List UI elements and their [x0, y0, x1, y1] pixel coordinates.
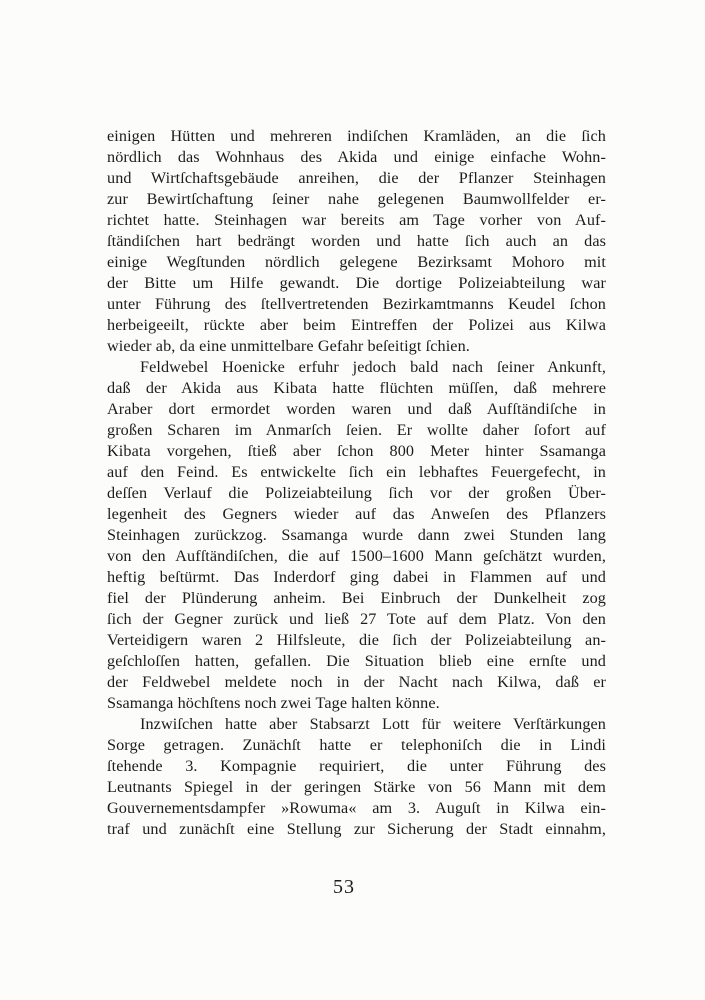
- text-line: der Feldwebel meldete noch in der Nacht nach Kilwa, daß er: [107, 673, 606, 691]
- text-line: und Wirtſchaftsgebäude anreihen, die der Pflanzer Steinhagen: [107, 169, 606, 187]
- text-line: unter Führung des ſtellvertretenden Bezirkamtmanns Keudel ſchon: [107, 295, 606, 313]
- text-line: legenheit des Gegners wieder auf das Anweſen des Pflanzers: [107, 505, 606, 523]
- paragraph: [107, 714, 606, 840]
- text-line: heftig beſtürmt. Das Inderdorf ging dabei in Flammen auf und: [107, 568, 606, 586]
- text-line: nördlich das Wohnhaus des Akida und einige einfache Wohn-: [107, 148, 606, 166]
- text-line: Steinhagen zurückzog. Ssamanga wurde dann zwei Stunden lang: [107, 526, 606, 544]
- text-line: einigen Hütten und mehreren indiſchen Kramläden, an die ſich: [107, 127, 606, 145]
- text-line: Leutnants Spiegel in der geringen Stärke von 56 Mann mit dem: [107, 778, 606, 796]
- text-line: fiel der Plünderung anheim. Bei Einbruch der Dunkelheit zog: [107, 589, 606, 607]
- page-number: 53: [333, 876, 355, 898]
- text-line: von den Aufſtändiſchen, die auf 1500–1600 Mann geſchätzt wurden,: [107, 547, 606, 565]
- text-line: Sorge getragen. Zunächſt hatte er telephoniſch die in Lindi: [107, 736, 606, 754]
- text-line: geſchloſſen hatten, gefallen. Die Situation blieb eine ernſte und: [107, 652, 606, 670]
- text-line: richtet hatte. Steinhagen war bereits am Tage vorher von Auf-: [107, 211, 606, 229]
- paragraph: [107, 126, 606, 357]
- text-line: großen Scharen im Anmarſch ſeien. Er wollte daher ſofort auf: [107, 421, 606, 439]
- paragraph: [107, 357, 606, 714]
- text-line: ſich der Gegner zurück und ließ 27 Tote auf dem Platz. Von den: [107, 610, 606, 628]
- text-line: herbeigeeilt, rückte aber beim Eintreffen der Polizei aus Kilwa: [107, 316, 606, 334]
- text-line: deſſen Verlauf die Polizeiabteilung ſich vor der großen Über-: [107, 484, 606, 502]
- body-text: [107, 126, 606, 840]
- text-line: Araber dort ermordet worden waren und daß Aufſtändiſche in: [107, 400, 606, 418]
- text-line: zur Bewirtſchaftung ſeiner nahe gelegenen Baumwollfelder er-: [107, 190, 606, 208]
- text-line: Gouvernementsdampfer »Rowuma« am 3. Auguſt in Kilwa ein-: [107, 799, 606, 817]
- text-line: der Bitte um Hilfe gewandt. Die dortige Polizeiabteilung war: [107, 274, 606, 292]
- text-line: Feldwebel Hoenicke erfuhr jedoch bald nach ſeiner Ankunft,: [140, 358, 606, 376]
- text-line: Verteidigern waren 2 Hilfsleute, die ſich der Polizeiabteilung an-: [107, 631, 606, 649]
- text-line: wieder ab, da eine unmittelbare Gefahr beſeitigt ſchien.: [107, 337, 470, 355]
- text-line: traf und zunächſt eine Stellung zur Sicherung der Stadt einnahm,: [107, 820, 606, 838]
- text-line: ſtändiſchen hart bedrängt worden und hatte ſich auch an das: [107, 232, 606, 250]
- text-line: einige Wegſtunden nördlich gelegene Bezirksamt Mohoro mit: [107, 253, 606, 271]
- text-line: auf den Feind. Es entwickelte ſich ein lebhaftes Feuergefecht, in: [107, 463, 606, 481]
- text-line: Kibata vorgehen, ſtieß aber ſchon 800 Meter hinter Ssamanga: [107, 442, 606, 460]
- text-line: Inzwiſchen hatte aber Stabsarzt Lott für weitere Verſtärkungen: [140, 715, 606, 733]
- text-line: ſtehende 3. Kompagnie requiriert, die unter Führung des: [107, 757, 606, 775]
- text-line: daß der Akida aus Kibata hatte flüchten müſſen, daß mehrere: [107, 379, 606, 397]
- text-line: Ssamanga höchſtens noch zwei Tage halten könne.: [107, 694, 440, 712]
